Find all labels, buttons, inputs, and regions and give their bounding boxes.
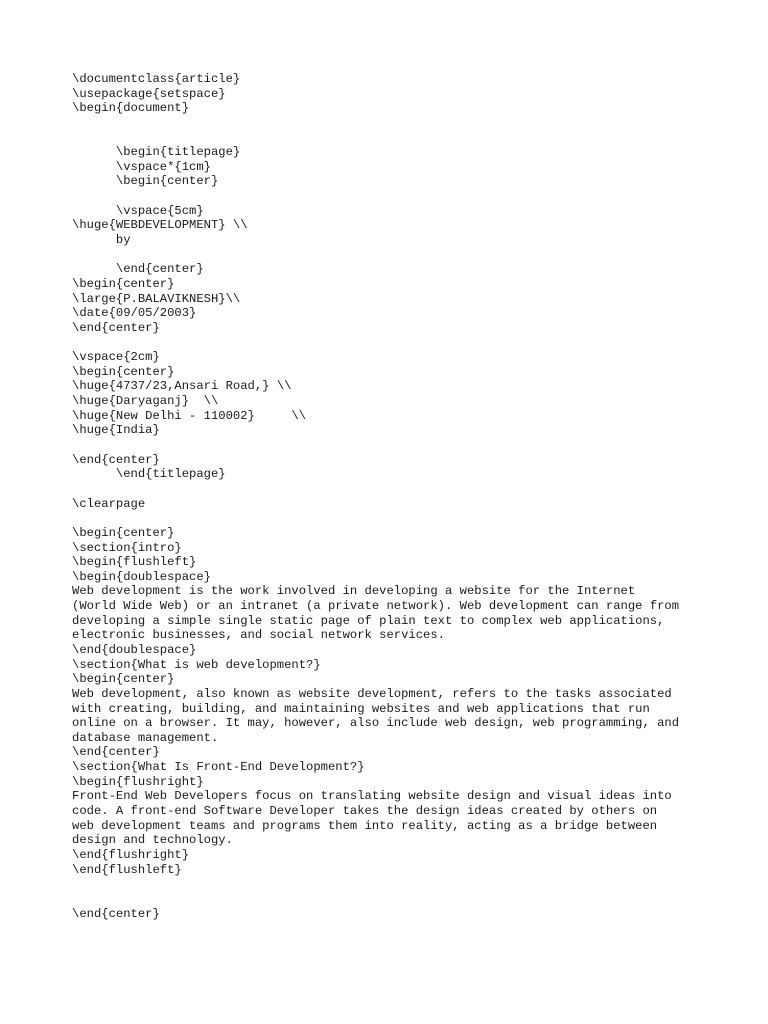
source-line: \section{What Is Front-End Development?}: [72, 760, 365, 775]
source-line: \vspace*{1cm}: [72, 159, 211, 174]
source-line: developing a simple single static page of plain text to complex web applications,: [72, 613, 665, 628]
source-line: \date{09/05/2003}: [72, 306, 197, 321]
source-line: \end{doublespace}: [72, 642, 197, 657]
source-line: Front-End Web Developers focus on translating website design and visual ideas into: [72, 789, 672, 804]
source-line: code. A front-end Software Developer takes the design ideas created by others on: [72, 804, 658, 819]
source-line: \end{center}: [72, 906, 160, 921]
source-line: \usepackage{setspace}: [72, 86, 226, 101]
source-line: \huge{Daryaganj} \\: [72, 394, 219, 409]
source-line: \end{titlepage}: [72, 467, 226, 482]
source-line: \vspace{2cm}: [72, 350, 160, 365]
source-line: \begin{titlepage}: [72, 145, 241, 160]
source-line: \begin{doublespace}: [72, 569, 211, 584]
source-line: [72, 248, 762, 263]
source-line: \huge{WEBDEVELOPMENT} \\: [72, 218, 248, 233]
source-line: electronic businesses, and social network services.: [72, 628, 445, 643]
source-line: \end{center}: [72, 745, 160, 760]
source-line: [72, 131, 762, 146]
source-line: database management.: [72, 730, 219, 745]
source-line: [72, 511, 762, 526]
source-line: design and technology.: [72, 833, 233, 848]
source-line: \large{P.BALAVIKNESH}\\: [72, 291, 241, 306]
source-line: \begin{center}: [72, 672, 175, 687]
source-line: \huge{New Delhi - 110002} \\: [72, 408, 307, 423]
source-line: [72, 482, 762, 497]
source-line: \huge{India}: [72, 423, 160, 438]
source-line: \clearpage: [72, 496, 146, 511]
source-line: \documentclass{article}: [72, 72, 241, 86]
source-line: [72, 438, 762, 453]
latex-source-text: [72, 72, 762, 921]
source-line: [72, 116, 762, 131]
source-line: online on a browser. It may, however, also include web design, web programming, and: [72, 716, 680, 731]
source-line: \vspace{5cm}: [72, 203, 204, 218]
source-line: \section{What is web development?}: [72, 657, 321, 672]
source-line: (World Wide Web) or an intranet (a private network). Web development can range from: [72, 599, 680, 614]
source-line: Web development is the work involved in developing a website for the Internet: [72, 584, 636, 599]
source-line: \begin{flushright}: [72, 774, 204, 789]
source-line: \begin{center}: [72, 174, 219, 189]
source-line: \section{intro}: [72, 540, 182, 555]
source-line: \begin{center}: [72, 525, 175, 540]
source-line: by: [72, 233, 131, 248]
source-line: with creating, building, and maintaining websites and web applications that run: [72, 701, 650, 716]
source-line: [72, 877, 762, 892]
source-line: [72, 892, 762, 907]
source-line: [72, 336, 762, 351]
source-line: \begin{document}: [72, 101, 190, 116]
source-line: \end{flushright}: [72, 847, 190, 862]
source-line: web development teams and programs them into reality, acting as a bridge between: [72, 818, 658, 833]
source-line: \end{flushleft}: [72, 862, 182, 877]
source-line: [72, 189, 762, 204]
source-line: \begin{flushleft}: [72, 555, 197, 570]
source-line: Web development, also known as website development, refers to the tasks associated: [72, 686, 672, 701]
source-line: \begin{center}: [72, 276, 175, 291]
source-line: \end{center}: [72, 262, 204, 277]
source-line: \begin{center}: [72, 364, 175, 379]
source-line: \end{center}: [72, 452, 160, 467]
source-line: \huge{4737/23,Ansari Road,} \\: [72, 379, 292, 394]
source-line: \end{center}: [72, 320, 160, 335]
